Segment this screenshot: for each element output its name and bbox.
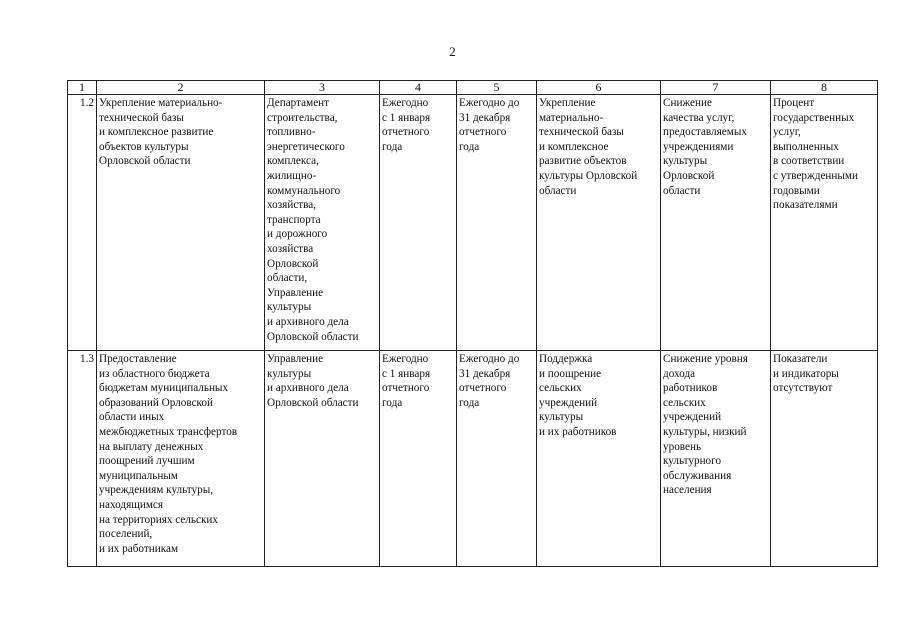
cell-col-2 — [97, 95, 265, 351]
cell-text-line: государственных — [773, 111, 855, 124]
cell-text-line: работников — [663, 382, 718, 395]
cell-text-line: находящимся — [99, 498, 164, 511]
cell-text-line: 31 декабря — [459, 111, 511, 124]
cell-text-line: учреждений — [663, 411, 722, 424]
cell-text-line: Орловской — [663, 169, 715, 182]
cell-text-line: отсутствуют — [773, 382, 833, 395]
cell-text-line: топливно- — [267, 126, 316, 139]
cell-text-line: с 1 января — [382, 111, 431, 124]
cell-text-line: качества услуг, — [663, 111, 735, 124]
cell-text-line: Орловской — [267, 257, 319, 270]
cell-col-4 — [380, 95, 457, 351]
cell-text-line: и комплексное развитие — [99, 126, 214, 139]
cell-col-3 — [265, 351, 380, 567]
cell-text-line: хозяйства — [267, 242, 314, 255]
page-number: 2 — [449, 44, 456, 59]
cell-text-line: Показатели — [773, 353, 828, 365]
cell-text-line: муниципальным — [99, 469, 178, 482]
cell-text-line: года — [382, 140, 403, 153]
cell-text-line: коммунального — [267, 184, 341, 197]
cell-text-line: Процент — [773, 97, 815, 109]
cell-text-line: предоставляемых — [663, 126, 747, 139]
cell-text-line: выполненных — [773, 140, 839, 153]
cell-col-4 — [380, 351, 457, 567]
row-number: 1.2 — [68, 95, 97, 351]
cell-text-line: услуг, — [773, 126, 801, 139]
cell-col-2 — [97, 351, 265, 567]
cell-text-line: на территориях сельских — [99, 513, 218, 526]
cell-text-line: Ежегодно до — [459, 353, 520, 365]
column-header-2: 2 — [97, 81, 265, 95]
cell-text-line: отчетного — [382, 382, 430, 395]
cell-text-line: культуры — [663, 155, 708, 168]
cell-text-line: Снижение — [663, 97, 712, 109]
cell-text-line: культуры — [267, 367, 312, 380]
column-header-3: 3 — [265, 81, 380, 95]
cell-text-line: поселений, — [99, 528, 153, 541]
cell-text-line: культуры Орловской — [539, 169, 638, 182]
cell-text-line: Ежегодно — [382, 97, 429, 109]
cell-text-line: отчетного — [459, 382, 507, 395]
row-number: 1.3 — [68, 351, 97, 567]
cell-text-line: области иных — [99, 411, 165, 424]
cell-text-line: года — [382, 396, 403, 409]
column-header-8: 8 — [771, 81, 878, 95]
cell-text-line: поощрений лучшим — [99, 455, 195, 468]
cell-text-line: с 1 января — [382, 367, 431, 380]
cell-text-line: жилищно- — [267, 169, 317, 182]
cell-col-7 — [661, 95, 771, 351]
cell-text-line: хозяйства, — [267, 199, 317, 212]
cell-text-line: Укрепление материально- — [99, 97, 223, 109]
cell-text-line: и дорожного — [267, 228, 328, 241]
cell-text-line: культуры — [539, 411, 584, 424]
cell-text-line: культуры, низкий — [663, 425, 747, 438]
cell-text-line: технической базы — [539, 126, 624, 139]
cell-text-line: 31 декабря — [459, 367, 511, 380]
cell-text-line: обслуживания — [663, 469, 732, 482]
cell-text-line: на выплату денежных — [99, 440, 204, 453]
cell-text-line: Укрепление — [539, 97, 596, 109]
cell-text-line: сельских — [663, 396, 706, 409]
cell-text-line: энергетического — [267, 140, 345, 153]
cell-text-line: объектов культуры — [99, 140, 189, 153]
cell-text-line: учреждений — [539, 396, 598, 409]
cell-text-line: с утвержденными — [773, 169, 858, 182]
cell-text-line: года — [459, 396, 480, 409]
cell-text-line: и комплексное — [539, 140, 609, 153]
cell-text-line: годовыми — [773, 184, 820, 197]
column-header-1: 1 — [68, 81, 97, 95]
column-header-6: 6 — [537, 81, 661, 95]
table-row — [68, 95, 878, 351]
cell-text-line: образований Орловской — [99, 396, 213, 409]
cell-text-line: и архивного дела — [267, 315, 349, 328]
cell-text-line: в соответствии — [773, 155, 845, 168]
cell-text-line: культуры — [267, 301, 312, 314]
cell-text-line: материально- — [539, 111, 604, 124]
cell-col-8 — [771, 95, 878, 351]
table-row — [68, 351, 878, 567]
plan-table — [67, 80, 878, 567]
column-header-5: 5 — [457, 81, 537, 95]
cell-text-line: развитие объектов — [539, 155, 627, 168]
cell-text-line: транспорта — [267, 213, 321, 226]
cell-text-line: области — [539, 184, 577, 197]
cell-text-line: Орловской области — [267, 330, 359, 343]
cell-text-line: отчетного — [382, 126, 430, 139]
cell-col-5 — [457, 351, 537, 567]
cell-text-line: и их работникам — [99, 542, 179, 555]
cell-text-line: Снижение уровня — [663, 353, 748, 365]
cell-text-line: отчетного — [459, 126, 507, 139]
cell-text-line: учреждениями — [663, 140, 734, 153]
cell-col-3 — [265, 95, 380, 351]
cell-text-line: Орловской области — [99, 155, 191, 168]
cell-text-line: культурного — [663, 455, 722, 468]
cell-text-line: и поощрение — [539, 367, 602, 380]
cell-text-line: бюджетам муниципальных — [99, 382, 229, 395]
cell-text-line: и архивного дела — [267, 382, 349, 395]
cell-text-line: технической базы — [99, 111, 184, 124]
cell-col-8 — [771, 351, 878, 567]
cell-text-line: из областного бюджета — [99, 367, 210, 380]
cell-text-line: дохода — [663, 367, 696, 380]
cell-col-6 — [537, 95, 661, 351]
cell-text-line: населения — [663, 484, 712, 497]
cell-text-line: и индикаторы — [773, 367, 839, 380]
column-header-7: 7 — [661, 81, 771, 95]
cell-text-line: Орловской области — [267, 396, 359, 409]
cell-text-line: показателями — [773, 199, 838, 212]
cell-text-line: уровень — [663, 440, 702, 453]
cell-text-line: года — [459, 140, 480, 153]
cell-text-line: сельских — [539, 382, 582, 395]
cell-text-line: области, — [267, 272, 308, 285]
cell-col-5 — [457, 95, 537, 351]
cell-text-line: Поддержка — [539, 353, 593, 365]
cell-text-line: Предоставление — [99, 353, 177, 365]
cell-text-line: Управление — [267, 286, 324, 299]
cell-text-line: Ежегодно до — [459, 97, 520, 109]
cell-text-line: области — [663, 184, 701, 197]
cell-text-line: межбюджетных трансфертов — [99, 425, 238, 438]
cell-text-line: Ежегодно — [382, 353, 429, 365]
cell-col-6 — [537, 351, 661, 567]
cell-text-line: учреждениям культуры, — [99, 484, 214, 497]
cell-text-line: комплекса, — [267, 155, 319, 168]
header-row — [68, 81, 878, 95]
cell-col-7 — [661, 351, 771, 567]
column-header-4: 4 — [380, 81, 457, 95]
cell-text-line: строительства, — [267, 111, 338, 124]
cell-text-line: Управление — [267, 353, 324, 365]
cell-text-line: и их работников — [539, 425, 617, 438]
cell-text-line: Департамент — [267, 97, 330, 109]
